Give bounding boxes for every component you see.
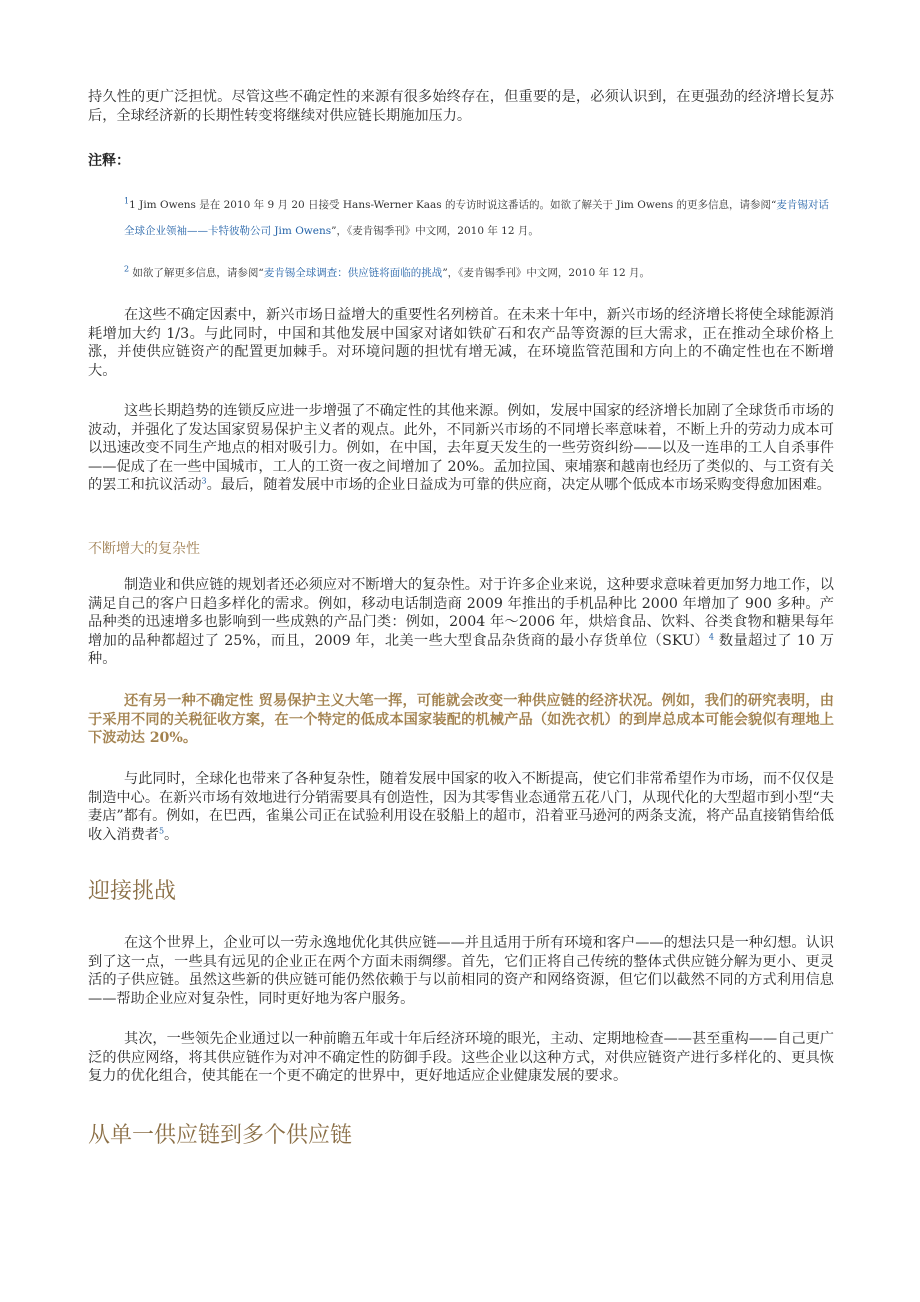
section-heading-meet-challenge: 迎接挑战: [88, 879, 177, 904]
paragraph-complexity: [88, 576, 834, 669]
footnote-1-tail: ”，《麦肯锡季刊》中文网，2010 年 12 月。: [331, 225, 539, 237]
paragraph-uncertainty-sources: [88, 402, 834, 495]
footnote-1-text: 1 Jim Owens 是在 2010 年 9 月 20 日接受 Hans-Werner Kaas 的专访时说这番话的。如欲了解关于 Jim Owens 的更多信息，请参阅“: [129, 199, 777, 211]
footnote-2: [88, 260, 834, 286]
subheading-complexity: 不断增大的复杂性: [88, 541, 200, 557]
paragraph-complexity-tail: 数量超过了 10 万种。: [88, 632, 834, 668]
footnote-1-marker: 1: [124, 196, 130, 206]
footnote-1: [88, 192, 834, 244]
paragraph-leading-companies: 其次，一些领先企业通过以一种前瞻五年或十年后经济环境的眼光，主动、定期地检查——甚至重构——自己更广泛的供应网络，将其供应链作为对冲不确定性的防御手段。这些企业以这种方式，对供应链资产进行多样化的、更具恢复力的优化组合，使其能在一个更不确定的世界中，更好地适应企业健康发展的要求。: [88, 1031, 834, 1085]
paragraph-globalization: [88, 770, 834, 844]
paragraph-emerging-markets: 在这些不确定因素中，新兴市场日益增大的重要性名列榜首。在未来十年中，新兴市场的经济增长将使全球能源消耗增加大约 1/3。与此同时，中国和其他发展中国家对诸如铁矿石和农产品等资源的巨大需求，正在推动全球价格上涨，并使供应链资产的配置更加棘手。对环境问题的担忧有增无减，在环境监管范围和方向上的不确定性也在不断增大。: [88, 307, 834, 379]
footnote-2-text: 如欲了解更多信息，请参阅“: [129, 267, 264, 279]
footnote-ref-5[interactable]: 5: [158, 826, 165, 836]
footnote-ref-3[interactable]: 3: [201, 476, 207, 486]
paragraph-optimize-chain: 在这个世界上，企业可以一劳永逸地优化其供应链——并且适用于所有环境和客户——的想法只是一种幻想。认识到了这一点，一些具有远见的企业正在两个方面未雨绸缪。首先，它们正将自己传统的整体式供应链分解为更小、更灵活的子供应链。虽然这些新的供应链可能仍然依赖于与以前相同的资产和网络资源，但它们以截然不同的方式利用信息——帮助企业应对复杂性，同时更好地为客户服务。: [88, 935, 834, 1007]
footnote-2-marker: 2: [124, 264, 130, 274]
paragraph-globalization-text: 与此同时，全球化也带来了各种复杂性，随着发展中国家的收入不断提高，使它们非常希望作为市场，而不仅仅是制造中心。在新兴市场有效地进行分销需要具有创造性，因为其零售业态通常五花八门，从现代化的大型超市到小型“夫妻店”都有。例如，在巴西，雀巢公司正在试验利用设在驳船上的超市，沿着亚马逊河的两条支流，将产品直接销售给低收入消费者: [88, 771, 834, 843]
notes-label: 注释：: [88, 153, 130, 169]
footnote-ref-4[interactable]: 4: [708, 632, 715, 642]
footnote-1-link[interactable]: 麦肯锡对话全球企业领袖——卡特彼勒公司 Jim Owens: [124, 199, 829, 237]
paragraph-complexity-text: 制造业和供应链的规划者还必须应对不断增大的复杂性。对于许多企业来说，这种要求意味着更加努力地工作，以满足自己的客户日趋多样化的需求。例如，移动电话制造商 2009 年推出的手机品种比 2000 年增加了 900 多种。产品种类的迅速增多也影响到一些成熟的产品门类：例如，2004 年～2006 年，烘焙食品、饮料、谷类食物和糖果每年增加的品种都超过了 25%，而且，2009 年，北美一些大型食品杂货商的最小存货单位（SKU）: [88, 577, 834, 649]
paragraph-uncertainty-tail: 。最后，随着发展中市场的企业日益成为可靠的供应商，决定从哪个低成本市场采购变得愈加困难。: [206, 477, 831, 494]
paragraph-uncertainty-text: 这些长期趋势的连锁反应进一步增强了不确定性的其他来源。例如，发展中国家的经济增长加剧了全球货币市场的波动，并强化了发达国家贸易保护主义者的观点。此外，不同新兴市场的不同增长率意味着，不断上升的劳动力成本可以迅速改变不同生产地点的相对吸引力。例如，在中国，去年夏天发生的一些劳资纠纷——以及一连串的工人自杀事件——促成了在一些中国城市，工人的工资一夜之间增加了 20%。孟加拉国、柬埔寨和越南也经历了类似的、与工资有关的罢工和抗议活动: [88, 403, 834, 494]
footnote-2-tail: ”，《麦肯锡季刊》中文网，2010 年 12 月。: [442, 267, 651, 279]
paragraph-globalization-tail: 。: [164, 826, 179, 843]
section-heading-multiple-chains: 从单一供应链到多个供应链: [88, 1123, 353, 1148]
intro-paragraph: 持久性的更广泛担忧。尽管这些不确定性的来源有很多始终存在，但重要的是，必须认识到，在更强劲的经济增长复苏后，全球经济新的长期性转变将继续对供应链长期施加压力。: [88, 89, 834, 124]
highlight-paragraph: 还有另一种不确定性 贸易保护主义大笔一挥，可能就会改变一种供应链的经济状况。例如，我们的研究表明，由于采用不同的关税征收方案，在一个特定的低成本国家装配的机械产品（如洗衣机）的到岸总成本可能会貌似有理地上下波动达 20%。: [88, 693, 834, 747]
footnote-2-link[interactable]: 麦肯锡全球调查：供应链将面临的挑战: [263, 267, 443, 279]
